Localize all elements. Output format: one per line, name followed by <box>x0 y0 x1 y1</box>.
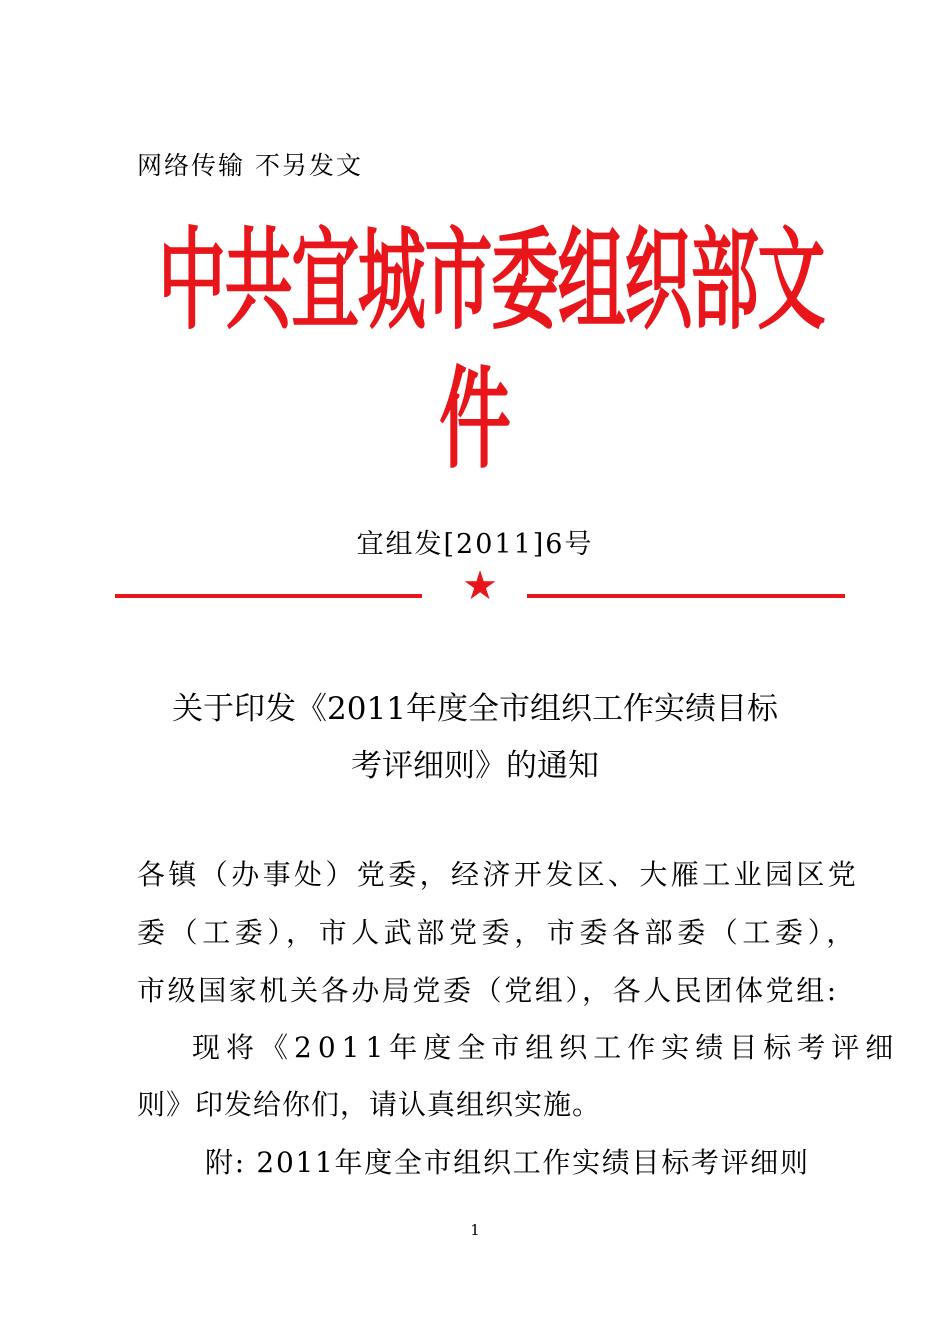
transmission-note: 网络传输 不另发文 <box>137 151 363 180</box>
body-paragraph-line-1: 现将《2011年度全市组织工作实绩目标考评细 <box>192 1031 900 1064</box>
star-icon: ★ <box>462 563 498 609</box>
addressees-line-2: 委（工委），市人武部党委，市委各部委（工委）， <box>137 916 859 949</box>
addressees-line-3: 市级国家机关各办局党委（党组），各人民团体党组: <box>137 974 839 1007</box>
attachment-line: 附: 2011年度全市组织工作实绩目标考评细则 <box>205 1146 810 1179</box>
notice-title-line-2: 考评细则》的通知 <box>351 748 599 784</box>
red-heading-line-1: 中共宜城市委组织部文 <box>158 216 825 345</box>
body-paragraph-line-2: 则》印发给你们，请认真组织实施。 <box>137 1088 602 1121</box>
notice-title-line-1: 关于印发《2011年度全市组织工作实绩目标 <box>172 691 778 727</box>
red-heading-line-2: 件 <box>439 355 511 484</box>
red-divider-left <box>115 594 422 598</box>
addressees-line-1: 各镇（办事处）党委，经济开发区、大雁工业园区党 <box>137 858 860 891</box>
document-number: 宜组发[2011]6号 <box>356 529 594 560</box>
red-divider-right <box>527 594 845 598</box>
page-number: 1 <box>470 1221 480 1239</box>
